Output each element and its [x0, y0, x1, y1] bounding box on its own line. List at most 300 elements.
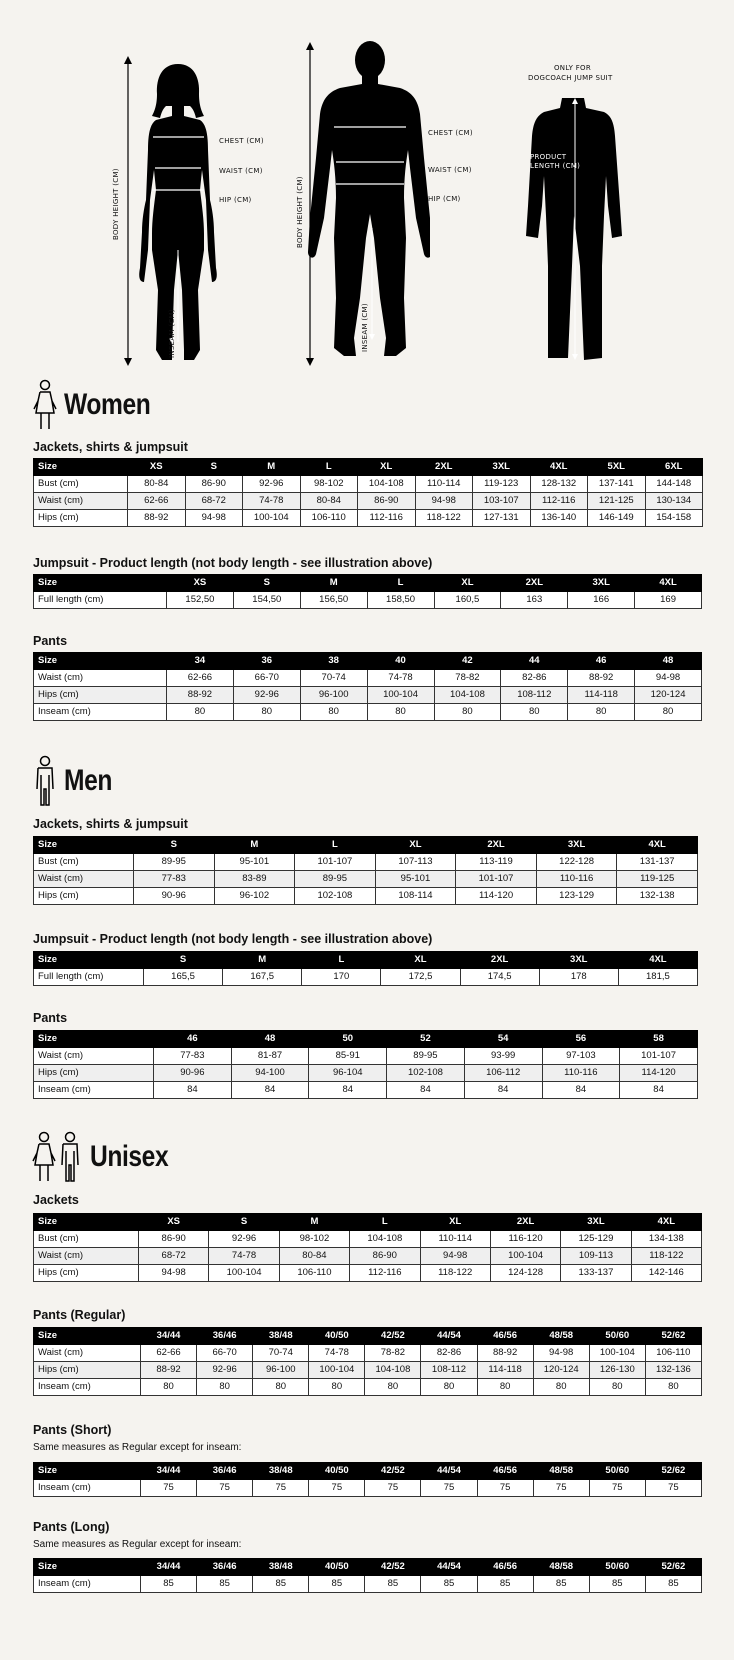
table-row	[34, 1248, 702, 1265]
measure-cell: 92-96	[209, 1231, 279, 1248]
size-header-cell: 40/50	[309, 1559, 365, 1576]
row-label-cell: Waist (cm)	[34, 670, 167, 687]
unisex-title: Unisex	[90, 1140, 169, 1173]
measure-cell: 110-116	[542, 1065, 620, 1082]
measure-cell: 112-116	[350, 1265, 420, 1282]
measure-cell: 80	[568, 704, 635, 721]
table-header-row	[34, 459, 703, 476]
row-label-cell: Waist (cm)	[34, 1345, 141, 1362]
header-label-cell: Size	[34, 1559, 141, 1576]
measure-cell: 122-128	[536, 854, 617, 871]
size-header-cell: 3XL	[473, 459, 531, 476]
measure-cell: 75	[477, 1480, 533, 1497]
women-jumpsuit-table	[33, 574, 702, 609]
measure-cell: 114-120	[620, 1065, 698, 1082]
size-header-cell: 38/48	[253, 1463, 309, 1480]
size-header-cell: 52/62	[645, 1463, 701, 1480]
measure-cell: 94-98	[415, 493, 473, 510]
measure-cell: 80	[167, 704, 234, 721]
measure-cell: 85	[421, 1576, 477, 1593]
measure-cell: 116-120	[490, 1231, 560, 1248]
measure-cell: 132-138	[617, 888, 698, 905]
measure-cell: 90-96	[134, 888, 215, 905]
measure-cell: 75	[141, 1480, 197, 1497]
measure-cell: 128-132	[530, 476, 588, 493]
row-label-cell: Waist (cm)	[34, 1048, 154, 1065]
table-header-row	[34, 1214, 702, 1231]
table-row	[34, 1065, 698, 1082]
table-row	[34, 1231, 702, 1248]
measure-cell: 103-107	[473, 493, 531, 510]
size-header-cell: 38/48	[253, 1559, 309, 1576]
men-jackets-table	[33, 836, 698, 905]
measure-cell: 95-101	[214, 854, 295, 871]
measure-cell: 80	[421, 1379, 477, 1396]
header-label-cell: Size	[34, 1214, 139, 1231]
table-row	[34, 510, 703, 527]
measure-cell: 125-129	[561, 1231, 631, 1248]
unisex-icon	[32, 1131, 84, 1183]
measure-cell: 88-92	[167, 687, 234, 704]
measure-cell: 114-118	[568, 687, 635, 704]
women-jumpsuit-title: Jumpsuit - Product length (not body length - see illustration above)	[33, 556, 433, 570]
size-header-cell: L	[367, 575, 434, 592]
size-header-cell: 34/44	[141, 1463, 197, 1480]
measure-cell: 80	[365, 1379, 421, 1396]
measure-cell: 75	[253, 1480, 309, 1497]
size-header-cell: 54	[464, 1031, 542, 1048]
size-header-cell: M	[214, 837, 295, 854]
woman-icon	[32, 379, 58, 431]
measure-cell: 121-125	[588, 493, 646, 510]
measure-cell: 75	[589, 1480, 645, 1497]
measure-cell: 86-90	[185, 476, 243, 493]
jumpsuit-note-line1: ONLY FOR	[554, 64, 592, 72]
size-header-cell: 40/50	[309, 1328, 365, 1345]
size-header-cell: 56	[542, 1031, 620, 1048]
size-header-cell: 40/50	[309, 1463, 365, 1480]
size-header-cell: 3XL	[568, 575, 635, 592]
measure-cell: 107-113	[375, 854, 456, 871]
measure-cell: 84	[154, 1082, 232, 1099]
table-row	[34, 969, 698, 986]
jumpsuit-length-line1: PRODUCT	[530, 153, 567, 161]
measure-cell: 106-110	[300, 510, 358, 527]
table-header-row	[34, 1559, 702, 1576]
measure-cell: 80	[253, 1379, 309, 1396]
measure-cell: 80	[477, 1379, 533, 1396]
measure-cell: 80	[367, 704, 434, 721]
header-label-cell: Size	[34, 1031, 154, 1048]
measure-cell: 118-122	[420, 1265, 490, 1282]
men-jackets-title: Jackets, shirts & jumpsuit	[33, 817, 188, 831]
measure-cell: 74-78	[309, 1345, 365, 1362]
row-label-cell: Waist (cm)	[34, 1248, 139, 1265]
size-header-cell: 48/58	[533, 1463, 589, 1480]
row-label-cell: Inseam (cm)	[34, 1379, 141, 1396]
measure-cell: 144-148	[645, 476, 703, 493]
size-header-cell: 44/54	[421, 1559, 477, 1576]
size-header-cell: L	[300, 459, 358, 476]
measure-cell: 178	[539, 969, 618, 986]
men-pants-table	[33, 1030, 698, 1099]
measure-cell: 78-82	[434, 670, 501, 687]
size-header-cell: 38	[300, 653, 367, 670]
size-header-cell: 48	[635, 653, 702, 670]
measure-cell: 95-101	[375, 871, 456, 888]
measure-cell: 154-158	[645, 510, 703, 527]
unisex-jackets-title: Jackets	[33, 1193, 79, 1207]
size-header-cell: 42/52	[365, 1559, 421, 1576]
jumpsuit-note-line2: DOGCOACH JUMP SUIT	[528, 74, 613, 82]
measure-cell: 108-112	[421, 1362, 477, 1379]
measure-cell: 85	[589, 1576, 645, 1593]
table-row	[34, 1082, 698, 1099]
measure-cell: 104-108	[434, 687, 501, 704]
measure-cell: 93-99	[464, 1048, 542, 1065]
measure-cell: 77-83	[134, 871, 215, 888]
size-header-cell: 52/62	[645, 1328, 701, 1345]
measure-cell: 101-107	[295, 854, 376, 871]
measure-cell: 80	[309, 1379, 365, 1396]
measure-cell: 86-90	[358, 493, 416, 510]
measure-cell: 84	[309, 1082, 387, 1099]
man-chest-label: CHEST (CM)	[428, 129, 473, 137]
measure-cell: 137-141	[588, 476, 646, 493]
row-label-cell: Inseam (cm)	[34, 704, 167, 721]
size-header-cell: 50/60	[589, 1559, 645, 1576]
measure-cell: 119-123	[473, 476, 531, 493]
row-label-cell: Hips (cm)	[34, 687, 167, 704]
measure-cell: 75	[309, 1480, 365, 1497]
measure-cell: 85	[309, 1576, 365, 1593]
size-header-cell: 48	[231, 1031, 309, 1048]
measure-cell: 80-84	[128, 476, 186, 493]
measure-cell: 97-103	[542, 1048, 620, 1065]
unisex-pants-long-title: Pants (Long)	[33, 1520, 110, 1534]
measure-cell: 100-104	[589, 1345, 645, 1362]
men-jumpsuit-title: Jumpsuit - Product length (not body length - see illustration above)	[33, 932, 433, 946]
measure-cell: 156,50	[300, 592, 367, 609]
header-label-cell: Size	[34, 575, 167, 592]
measure-cell: 84	[231, 1082, 309, 1099]
measure-cell: 84	[464, 1082, 542, 1099]
measure-cell: 81-87	[231, 1048, 309, 1065]
measure-cell: 88-92	[477, 1345, 533, 1362]
measure-cell: 80	[589, 1379, 645, 1396]
table-row	[34, 871, 698, 888]
measure-cell: 181,5	[618, 969, 697, 986]
measure-cell: 85-91	[309, 1048, 387, 1065]
size-header-cell: 46	[154, 1031, 232, 1048]
size-header-cell: 48/58	[533, 1328, 589, 1345]
measure-cell: 70-74	[253, 1345, 309, 1362]
size-header-cell: M	[223, 952, 302, 969]
measure-cell: 94-98	[533, 1345, 589, 1362]
unisex-section-header	[32, 1132, 185, 1182]
measure-cell: 78-82	[365, 1345, 421, 1362]
table-header-row	[34, 1031, 698, 1048]
measure-cell: 112-116	[358, 510, 416, 527]
measure-cell: 75	[645, 1480, 701, 1497]
measure-cell: 80	[141, 1379, 197, 1396]
measure-cell: 92-96	[197, 1362, 253, 1379]
measure-cell: 77-83	[154, 1048, 232, 1065]
size-header-cell: 34/44	[141, 1559, 197, 1576]
size-header-cell: 34	[167, 653, 234, 670]
men-section-header	[32, 756, 123, 806]
size-header-cell: 46/56	[477, 1328, 533, 1345]
measure-cell: 165,5	[144, 969, 223, 986]
measure-cell: 96-104	[309, 1065, 387, 1082]
size-header-cell: 36	[233, 653, 300, 670]
measure-cell: 88-92	[568, 670, 635, 687]
size-header-cell: 34/44	[141, 1328, 197, 1345]
size-header-cell: 42	[434, 653, 501, 670]
size-header-cell: XL	[420, 1214, 490, 1231]
size-header-cell: 42/52	[365, 1463, 421, 1480]
size-header-cell: XS	[167, 575, 234, 592]
table-row	[34, 1379, 702, 1396]
unisex-pants-short-title: Pants (Short)	[33, 1423, 112, 1437]
measure-cell: 132-136	[645, 1362, 701, 1379]
header-label-cell: Size	[34, 837, 134, 854]
woman-chest-label: CHEST (CM)	[219, 137, 264, 145]
size-header-cell: 2XL	[415, 459, 473, 476]
table-header-row	[34, 952, 698, 969]
measure-cell: 89-95	[387, 1048, 465, 1065]
measure-cell: 94-98	[139, 1265, 209, 1282]
size-header-cell: S	[144, 952, 223, 969]
row-label-cell: Bust (cm)	[34, 854, 134, 871]
measure-cell: 98-102	[300, 476, 358, 493]
table-row	[34, 1265, 702, 1282]
measure-cell: 169	[635, 592, 702, 609]
table-row	[34, 704, 702, 721]
measure-cell: 80-84	[279, 1248, 349, 1265]
measure-cell: 158,50	[367, 592, 434, 609]
measure-cell: 75	[197, 1480, 253, 1497]
measure-cell: 84	[542, 1082, 620, 1099]
measure-cell: 124-128	[490, 1265, 560, 1282]
size-header-cell: 4XL	[631, 1214, 701, 1231]
row-label-cell: Inseam (cm)	[34, 1480, 141, 1497]
size-header-cell: L	[302, 952, 381, 969]
measure-cell: 86-90	[350, 1248, 420, 1265]
measure-cell: 106-112	[464, 1065, 542, 1082]
measure-cell: 94-98	[635, 670, 702, 687]
size-header-cell: XL	[358, 459, 416, 476]
measure-cell: 146-149	[588, 510, 646, 527]
measure-cell: 85	[533, 1576, 589, 1593]
measure-cell: 88-92	[128, 510, 186, 527]
measure-cell: 82-86	[421, 1345, 477, 1362]
jumpsuit-length-line2: LENGTH (CM)	[530, 162, 581, 170]
size-header-cell: 52/62	[645, 1559, 701, 1576]
measure-cell: 131-137	[617, 854, 698, 871]
size-header-cell: 3XL	[539, 952, 618, 969]
woman-waist-label: WAIST (CM)	[219, 167, 263, 175]
size-header-cell: 3XL	[536, 837, 617, 854]
measurement-illustrations	[0, 0, 734, 370]
size-header-cell: 4XL	[618, 952, 697, 969]
measure-cell: 119-125	[617, 871, 698, 888]
size-header-cell: S	[185, 459, 243, 476]
measure-cell: 85	[197, 1576, 253, 1593]
measure-cell: 102-108	[387, 1065, 465, 1082]
measure-cell: 126-130	[589, 1362, 645, 1379]
measure-cell: 80	[300, 704, 367, 721]
size-header-cell: M	[300, 575, 367, 592]
size-header-cell: L	[295, 837, 376, 854]
size-header-cell: 44/54	[421, 1463, 477, 1480]
measure-cell: 85	[477, 1576, 533, 1593]
row-label-cell: Hips (cm)	[34, 510, 128, 527]
header-label-cell: Size	[34, 653, 167, 670]
size-header-cell: S	[134, 837, 215, 854]
measure-cell: 108-112	[501, 687, 568, 704]
measure-cell: 104-108	[350, 1231, 420, 1248]
row-label-cell: Bust (cm)	[34, 1231, 139, 1248]
measure-cell: 75	[533, 1480, 589, 1497]
measure-cell: 62-66	[141, 1345, 197, 1362]
measure-cell: 74-78	[243, 493, 301, 510]
size-header-cell: 50	[309, 1031, 387, 1048]
measure-cell: 101-107	[620, 1048, 698, 1065]
row-label-cell: Inseam (cm)	[34, 1576, 141, 1593]
size-header-cell: XL	[434, 575, 501, 592]
measure-cell: 80	[635, 704, 702, 721]
measure-cell: 130-134	[645, 493, 703, 510]
unisex-pants-regular-table	[33, 1327, 702, 1396]
measure-cell: 100-104	[243, 510, 301, 527]
header-label-cell: Size	[34, 952, 144, 969]
man-icon	[32, 755, 58, 807]
size-header-cell: 46	[568, 653, 635, 670]
women-pants-title: Pants	[33, 634, 68, 648]
measure-cell: 80	[434, 704, 501, 721]
size-header-cell: 4XL	[617, 837, 698, 854]
measure-cell: 94-100	[231, 1065, 309, 1082]
unisex-pants-long-note: Same measures as Regular except for inseam:	[33, 1539, 242, 1550]
size-header-cell: 3XL	[561, 1214, 631, 1231]
unisex-pants-long-table	[33, 1558, 702, 1593]
size-header-cell: 4XL	[635, 575, 702, 592]
measure-cell: 136-140	[530, 510, 588, 527]
table-row	[34, 687, 702, 704]
measure-cell: 118-122	[415, 510, 473, 527]
table-header-row	[34, 653, 702, 670]
measure-cell: 106-110	[279, 1265, 349, 1282]
measure-cell: 163	[501, 592, 568, 609]
size-header-cell: 36/46	[197, 1328, 253, 1345]
measure-cell: 75	[421, 1480, 477, 1497]
measure-cell: 80	[233, 704, 300, 721]
women-jackets-table	[33, 458, 703, 527]
measure-cell: 68-72	[185, 493, 243, 510]
man-inseam-label: INSEAM (CM)	[361, 303, 369, 352]
size-header-cell: M	[243, 459, 301, 476]
measure-cell: 101-107	[456, 871, 537, 888]
measure-cell: 85	[253, 1576, 309, 1593]
measure-cell: 142-146	[631, 1265, 701, 1282]
measure-cell: 80	[645, 1379, 701, 1396]
measure-cell: 96-102	[214, 888, 295, 905]
measure-cell: 152,50	[167, 592, 234, 609]
table-row	[34, 1576, 702, 1593]
row-label-cell: Waist (cm)	[34, 871, 134, 888]
measure-cell: 100-104	[209, 1265, 279, 1282]
measure-cell: 106-110	[645, 1345, 701, 1362]
size-header-cell: 5XL	[588, 459, 646, 476]
measure-cell: 84	[620, 1082, 698, 1099]
table-row	[34, 592, 702, 609]
measure-cell: 170	[302, 969, 381, 986]
measure-cell: 133-137	[561, 1265, 631, 1282]
measure-cell: 174,5	[460, 969, 539, 986]
row-label-cell: Waist (cm)	[34, 493, 128, 510]
unisex-pants-regular-title: Pants (Regular)	[33, 1308, 126, 1322]
measure-cell: 82-86	[501, 670, 568, 687]
size-header-cell: 46/56	[477, 1463, 533, 1480]
measure-cell: 100-104	[367, 687, 434, 704]
man-body-height-label: BODY HEIGHT (CM)	[296, 176, 304, 248]
measure-cell: 108-114	[375, 888, 456, 905]
size-header-cell: 46/56	[477, 1559, 533, 1576]
header-label-cell: Size	[34, 1463, 141, 1480]
size-header-cell: 2XL	[490, 1214, 560, 1231]
women-section-header	[32, 380, 169, 430]
measure-cell: 70-74	[300, 670, 367, 687]
measure-cell: 118-122	[631, 1248, 701, 1265]
row-label-cell: Full length (cm)	[34, 969, 144, 986]
table-row	[34, 476, 703, 493]
size-header-cell: 40	[367, 653, 434, 670]
measure-cell: 80	[501, 704, 568, 721]
woman-inseam-label: INSEAM (CM)	[168, 309, 176, 358]
measure-cell: 74-78	[367, 670, 434, 687]
measure-cell: 83-89	[214, 871, 295, 888]
measure-cell: 85	[141, 1576, 197, 1593]
man-hip-label: HIP (CM)	[428, 195, 461, 203]
table-row	[34, 1048, 698, 1065]
measure-cell: 120-124	[635, 687, 702, 704]
measure-cell: 114-120	[456, 888, 537, 905]
row-label-cell: Hips (cm)	[34, 1362, 141, 1379]
size-header-cell: 36/46	[197, 1463, 253, 1480]
row-label-cell: Bust (cm)	[34, 476, 128, 493]
measure-cell: 80-84	[300, 493, 358, 510]
table-header-row	[34, 837, 698, 854]
unisex-pants-short-table	[33, 1462, 702, 1497]
table-row	[34, 1480, 702, 1497]
size-header-cell: 48/58	[533, 1559, 589, 1576]
measure-cell: 85	[365, 1576, 421, 1593]
table-row	[34, 670, 702, 687]
measure-cell: 98-102	[279, 1231, 349, 1248]
table-header-row	[34, 1328, 702, 1345]
size-header-cell: XS	[128, 459, 186, 476]
woman-hip-label: HIP (CM)	[219, 196, 252, 204]
size-header-cell: M	[279, 1214, 349, 1231]
size-header-cell: 50/60	[589, 1328, 645, 1345]
measure-cell: 80	[533, 1379, 589, 1396]
size-header-cell: L	[350, 1214, 420, 1231]
measure-cell: 74-78	[209, 1248, 279, 1265]
measure-cell: 154,50	[233, 592, 300, 609]
measure-cell: 127-131	[473, 510, 531, 527]
measure-cell: 160,5	[434, 592, 501, 609]
